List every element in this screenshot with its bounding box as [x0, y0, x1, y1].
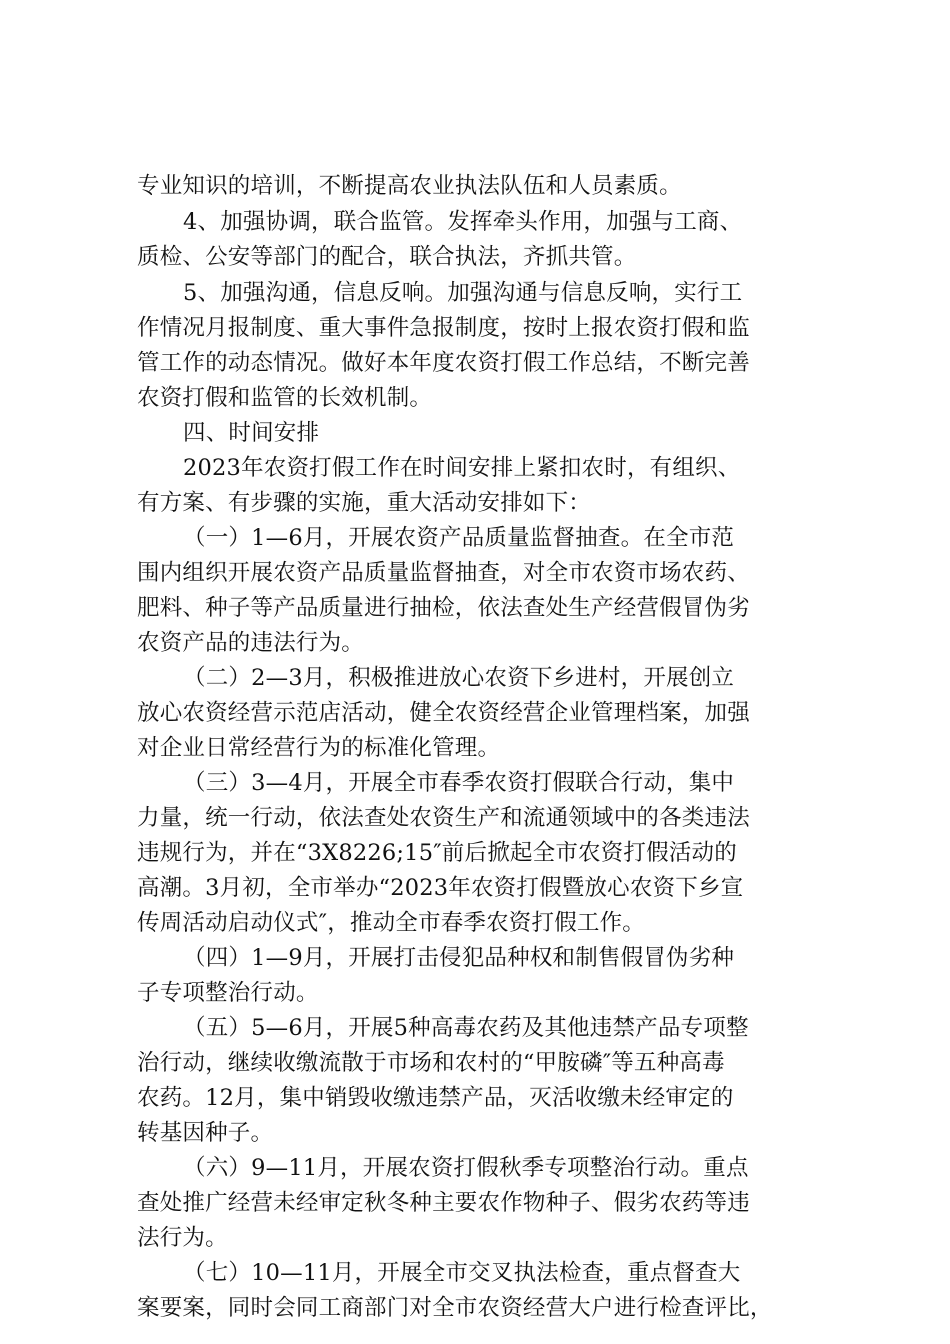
text-line: 农药。12月，集中销毁收缴违禁产品，灭活收缴未经审定的 [137, 1085, 734, 1111]
text-line: 转基因种子。 [137, 1120, 274, 1146]
text-line: 子专项整治行动。 [137, 980, 319, 1006]
text-line: 法行为。 [137, 1225, 228, 1251]
text-line: 围内组织开展农资产品质量监督抽查，对全市农资市场农药、 [137, 560, 750, 586]
text-line: （五）5—6月，开展5种高毒农药及其他违禁产品专项整 [183, 1015, 749, 1041]
text-line: （六）9—11月，开展农资打假秋季专项整治行动。重点 [183, 1155, 749, 1181]
text-line: 4、加强协调，联合监管。发挥牵头作用，加强与工商、 [183, 209, 743, 235]
text-line: 5、加强沟通，信息反响。加强沟通与信息反响，实行工 [183, 280, 743, 306]
text-line: 高潮。3月初，全市举办“2023年农资打假暨放心农资下乡宣 [137, 875, 744, 901]
text-line: 农资产品的违法行为。 [137, 630, 365, 656]
text-line: 传周活动启动仪式″，推动全市春季农资打假工作。 [137, 910, 646, 936]
text-line: 农资打假和监管的长效机制。 [137, 385, 433, 411]
section-heading: 四、时间安排 [183, 420, 320, 446]
text-line: 案要案，同时会同工商部门对全市农资经营大户进行检查评比， [137, 1295, 773, 1321]
text-line: 放心农资经营示范店活动，健全农资经营企业管理档案，加强 [137, 700, 750, 726]
text-line: 作情况月报制度、重大事件急报制度，按时上报农资打假和监 [137, 315, 750, 341]
text-line: 查处推广经营未经审定秋冬种主要农作物种子、假劣农药等违 [137, 1190, 750, 1216]
text-line: 管工作的动态情况。做好本年度农资打假工作总结，不断完善 [137, 350, 750, 376]
text-line: 违规行为，并在“3X8226;15″前后掀起全市农资打假活动的 [137, 840, 737, 866]
text-line: 2023年农资打假工作在时间安排上紧扣农时，有组织、 [183, 455, 741, 481]
text-line: 治行动，继续收缴流散于市场和农村的“甲胺磷″等五种高毒 [137, 1050, 725, 1076]
text-line: （二）2—3月，积极推进放心农资下乡进村，开展创立 [183, 665, 735, 691]
text-line: （一）1—6月，开展农资产品质量监督抽查。在全市范 [183, 525, 735, 551]
text-line: 对企业日常经营行为的标准化管理。 [137, 735, 501, 761]
text-line: （三）3—4月，开展全市春季农资打假联合行动，集中 [183, 770, 735, 796]
text-line: （七）10—11月，开展全市交叉执法检查，重点督查大 [183, 1260, 741, 1286]
text-line: 专业知识的培训，不断提高农业执法队伍和人员素质。 [137, 173, 682, 199]
text-line: （四）1—9月，开展打击侵犯品种权和制售假冒伪劣种 [183, 945, 735, 971]
text-line: 力量，统一行动，依法查处农资生产和流通领域中的各类违法 [137, 805, 750, 831]
text-line: 质检、公安等部门的配合，联合执法，齐抓共管。 [137, 244, 637, 270]
text-line: 肥料、种子等产品质量进行抽检，依法查处生产经营假冒伪劣 [137, 595, 750, 621]
text-line: 有方案、有步骤的实施，重大活动安排如下： [137, 490, 592, 516]
